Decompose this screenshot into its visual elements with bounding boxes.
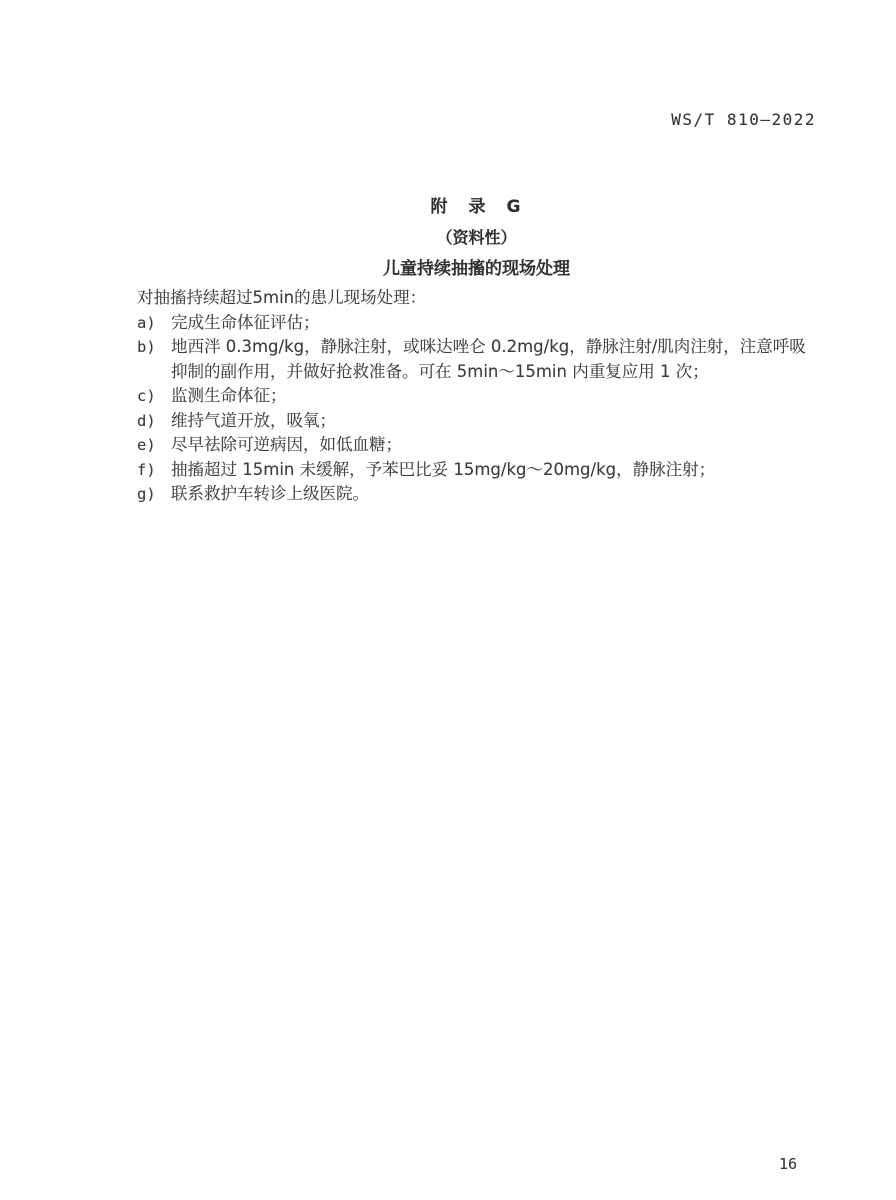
intro-paragraph: 对抽搐持续超过5min的患儿现场处理： (137, 288, 427, 307)
list-item (137, 384, 816, 409)
standard-number: WS/T 810—2022 (671, 110, 816, 129)
list-item-text: 监测生命体征； (171, 386, 287, 405)
procedure-list (137, 311, 816, 507)
page-number: 16 (779, 1155, 798, 1173)
list-item-text: 联系救护车转诊上级医院。 (171, 484, 369, 503)
list-item-label: b) (137, 338, 156, 356)
list-item-label: e) (137, 436, 156, 454)
list-item (137, 409, 816, 434)
list-item-text: 维持气道开放，吸氧； (171, 410, 336, 430)
list-item-text: 抽搐超过 15min 未缓解，予苯巴比妥 15mg/kg～20mg/kg，静脉注射； (171, 459, 716, 479)
list-item (137, 433, 816, 458)
list-item (137, 458, 816, 483)
body-text-block (137, 286, 816, 507)
appendix-type-note: （资料性） (436, 228, 517, 247)
list-item-label: f) (137, 460, 156, 479)
appendix-title-block (137, 192, 816, 279)
list-item (137, 335, 816, 384)
list-item (137, 482, 816, 507)
list-item-text: 地西泮 0.3mg/kg，静脉注射，或咪达唑仑 0.2mg/kg，静脉注射/肌肉注射，注意呼吸抑制的副作用，并做好抢救准备。可在 5min～15min 内重复应用 1 次； (171, 337, 806, 381)
list-item-label: d) (137, 411, 156, 430)
list-item-label: g) (137, 485, 156, 503)
list-item-label: a) (137, 313, 156, 332)
list-item-text: 完成生命体征评估； (171, 312, 320, 332)
list-item (137, 311, 816, 336)
list-item-text: 尽早祛除可逆病因，如低血糖； (171, 435, 402, 454)
list-item-label: c) (137, 387, 156, 405)
appendix-label: 附 录 G (430, 197, 523, 217)
appendix-title: 儿童持续抽搐的现场处理 (383, 259, 570, 279)
